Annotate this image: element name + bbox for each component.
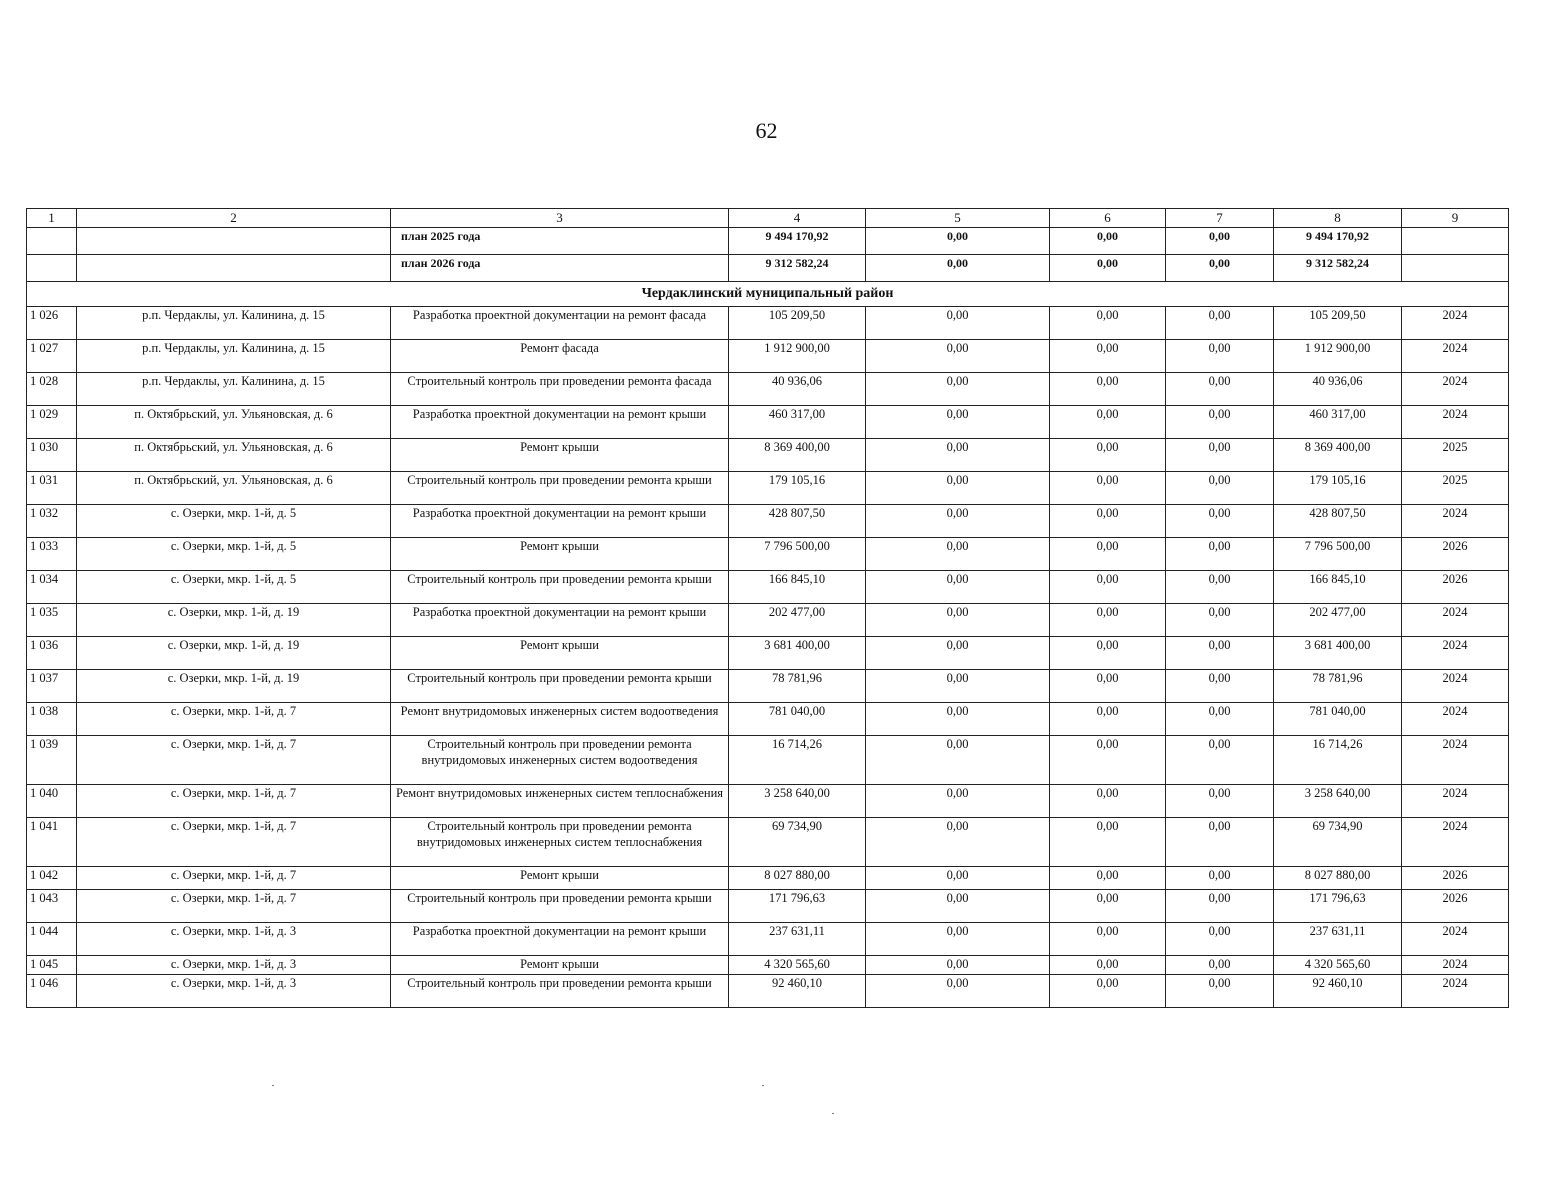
- row-amount-c8: 1 912 900,00: [1274, 340, 1402, 373]
- row-amount-c7: 0,00: [1166, 956, 1274, 975]
- column-number: 1: [27, 209, 77, 228]
- row-amount-c4: 8 027 880,00: [729, 867, 866, 890]
- row-year: 2024: [1402, 818, 1509, 867]
- row-year: 2024: [1402, 670, 1509, 703]
- row-amount-c6: 0,00: [1050, 505, 1166, 538]
- row-amount-c6: 0,00: [1050, 670, 1166, 703]
- row-amount-c8: 3 258 640,00: [1274, 785, 1402, 818]
- row-amount-c8: 179 105,16: [1274, 472, 1402, 505]
- row-work-type: Строительный контроль при проведении ремонта внутридомовых инженерных систем теплоснабжения: [391, 818, 729, 867]
- row-amount-c8: 7 796 500,00: [1274, 538, 1402, 571]
- row-amount-c4: 166 845,10: [729, 571, 866, 604]
- plan-amount-c4: 9 312 582,24: [729, 255, 866, 282]
- row-work-type: Разработка проектной документации на ремонт крыши: [391, 406, 729, 439]
- row-amount-c5: 0,00: [866, 890, 1050, 923]
- row-year: 2024: [1402, 975, 1509, 1008]
- scan-speck: [832, 1113, 834, 1114]
- table-row: [27, 340, 1509, 373]
- row-work-type: Ремонт внутридомовых инженерных систем водоотведения: [391, 703, 729, 736]
- row-work-type: Ремонт крыши: [391, 538, 729, 571]
- row-work-type: Ремонт крыши: [391, 637, 729, 670]
- row-amount-c6: 0,00: [1050, 975, 1166, 1008]
- row-amount-c8: 78 781,96: [1274, 670, 1402, 703]
- plan-amount-c8: 9 494 170,92: [1274, 228, 1402, 255]
- row-amount-c4: 202 477,00: [729, 604, 866, 637]
- table-row: [27, 571, 1509, 604]
- row-address: с. Озерки, мкр. 1-й, д. 7: [77, 703, 391, 736]
- row-amount-c7: 0,00: [1166, 637, 1274, 670]
- row-number: 1 031: [27, 472, 77, 505]
- row-amount-c8: 40 936,06: [1274, 373, 1402, 406]
- row-address: с. Озерки, мкр. 1-й, д. 3: [77, 975, 391, 1008]
- row-number: 1 045: [27, 956, 77, 975]
- row-address: с. Озерки, мкр. 1-й, д. 5: [77, 505, 391, 538]
- column-number: 8: [1274, 209, 1402, 228]
- row-amount-c4: 3 258 640,00: [729, 785, 866, 818]
- row-work-type: Строительный контроль при проведении ремонта крыши: [391, 890, 729, 923]
- row-amount-c6: 0,00: [1050, 538, 1166, 571]
- row-number: 1 042: [27, 867, 77, 890]
- row-amount-c8: 16 714,26: [1274, 736, 1402, 785]
- page-number: 62: [755, 118, 778, 143]
- row-number: 1 041: [27, 818, 77, 867]
- district-title: Чердаклинский муниципальный район: [27, 282, 1509, 307]
- row-number: 1 038: [27, 703, 77, 736]
- row-address: с. Озерки, мкр. 1-й, д. 19: [77, 604, 391, 637]
- row-amount-c6: 0,00: [1050, 307, 1166, 340]
- row-address: с. Озерки, мкр. 1-й, д. 5: [77, 538, 391, 571]
- row-work-type: Разработка проектной документации на ремонт крыши: [391, 505, 729, 538]
- row-amount-c8: 460 317,00: [1274, 406, 1402, 439]
- row-year: 2024: [1402, 307, 1509, 340]
- row-amount-c7: 0,00: [1166, 867, 1274, 890]
- row-amount-c4: 428 807,50: [729, 505, 866, 538]
- row-amount-c6: 0,00: [1050, 373, 1166, 406]
- row-amount-c6: 0,00: [1050, 736, 1166, 785]
- row-address: с. Озерки, мкр. 1-й, д. 7: [77, 736, 391, 785]
- row-address: с. Озерки, мкр. 1-й, д. 7: [77, 785, 391, 818]
- plan-amount-c6: 0,00: [1050, 228, 1166, 255]
- row-work-type: Ремонт крыши: [391, 439, 729, 472]
- row-address: п. Октябрьский, ул. Ульяновская, д. 6: [77, 439, 391, 472]
- row-amount-c6: 0,00: [1050, 571, 1166, 604]
- row-amount-c4: 69 734,90: [729, 818, 866, 867]
- row-year: 2026: [1402, 867, 1509, 890]
- plan-empty-cell: [77, 255, 391, 282]
- column-number: 3: [391, 209, 729, 228]
- row-number: 1 029: [27, 406, 77, 439]
- row-amount-c5: 0,00: [866, 340, 1050, 373]
- row-amount-c7: 0,00: [1166, 505, 1274, 538]
- row-amount-c5: 0,00: [866, 818, 1050, 867]
- row-address: с. Озерки, мкр. 1-й, д. 7: [77, 867, 391, 890]
- plan-year: [1402, 228, 1509, 255]
- row-number: 1 034: [27, 571, 77, 604]
- row-amount-c7: 0,00: [1166, 890, 1274, 923]
- plan-amount-c8: 9 312 582,24: [1274, 255, 1402, 282]
- row-year: 2025: [1402, 472, 1509, 505]
- row-amount-c8: 781 040,00: [1274, 703, 1402, 736]
- row-amount-c4: 7 796 500,00: [729, 538, 866, 571]
- table-row: [27, 637, 1509, 670]
- row-year: 2024: [1402, 505, 1509, 538]
- row-year: 2025: [1402, 439, 1509, 472]
- row-number: 1 028: [27, 373, 77, 406]
- plan-amount-c6: 0,00: [1050, 255, 1166, 282]
- table-row: [27, 406, 1509, 439]
- row-amount-c4: 16 714,26: [729, 736, 866, 785]
- plan-amount-c7: 0,00: [1166, 255, 1274, 282]
- table-row: [27, 890, 1509, 923]
- table-row: [27, 307, 1509, 340]
- row-amount-c7: 0,00: [1166, 439, 1274, 472]
- row-number: 1 037: [27, 670, 77, 703]
- district-row: [27, 282, 1509, 307]
- row-amount-c7: 0,00: [1166, 785, 1274, 818]
- table-row: [27, 975, 1509, 1008]
- plan-amount-c5: 0,00: [866, 228, 1050, 255]
- row-amount-c7: 0,00: [1166, 307, 1274, 340]
- table-body: [27, 209, 1509, 1008]
- plan-row: [27, 255, 1509, 282]
- row-amount-c6: 0,00: [1050, 604, 1166, 637]
- row-amount-c5: 0,00: [866, 406, 1050, 439]
- row-amount-c4: 179 105,16: [729, 472, 866, 505]
- row-year: 2026: [1402, 538, 1509, 571]
- row-amount-c8: 69 734,90: [1274, 818, 1402, 867]
- row-number: 1 030: [27, 439, 77, 472]
- row-number: 1 027: [27, 340, 77, 373]
- row-amount-c4: 40 936,06: [729, 373, 866, 406]
- row-number: 1 032: [27, 505, 77, 538]
- row-amount-c4: 105 209,50: [729, 307, 866, 340]
- row-amount-c4: 92 460,10: [729, 975, 866, 1008]
- row-amount-c5: 0,00: [866, 736, 1050, 785]
- plan-label: план 2026 года: [391, 255, 729, 282]
- plan-empty-cell: [27, 228, 77, 255]
- row-year: 2024: [1402, 637, 1509, 670]
- row-year: 2024: [1402, 736, 1509, 785]
- table-row: [27, 373, 1509, 406]
- row-amount-c6: 0,00: [1050, 439, 1166, 472]
- row-address: п. Октябрьский, ул. Ульяновская, д. 6: [77, 406, 391, 439]
- row-amount-c7: 0,00: [1166, 703, 1274, 736]
- row-amount-c5: 0,00: [866, 538, 1050, 571]
- column-number: 4: [729, 209, 866, 228]
- row-amount-c6: 0,00: [1050, 340, 1166, 373]
- plan-label: план 2025 года: [391, 228, 729, 255]
- column-number: 7: [1166, 209, 1274, 228]
- row-number: 1 044: [27, 923, 77, 956]
- table-row: [27, 604, 1509, 637]
- column-number: 9: [1402, 209, 1509, 228]
- row-amount-c4: 237 631,11: [729, 923, 866, 956]
- row-address: р.п. Чердаклы, ул. Калинина, д. 15: [77, 340, 391, 373]
- row-amount-c7: 0,00: [1166, 373, 1274, 406]
- table-row: [27, 818, 1509, 867]
- row-address: с. Озерки, мкр. 1-й, д. 7: [77, 890, 391, 923]
- row-amount-c4: 8 369 400,00: [729, 439, 866, 472]
- row-work-type: Строительный контроль при проведении ремонта внутридомовых инженерных систем водоотведения: [391, 736, 729, 785]
- row-number: 1 026: [27, 307, 77, 340]
- row-amount-c5: 0,00: [866, 307, 1050, 340]
- row-amount-c6: 0,00: [1050, 785, 1166, 818]
- scan-speck: [762, 1085, 764, 1086]
- row-amount-c6: 0,00: [1050, 637, 1166, 670]
- table-row: [27, 670, 1509, 703]
- table-row: [27, 703, 1509, 736]
- row-amount-c7: 0,00: [1166, 818, 1274, 867]
- row-amount-c7: 0,00: [1166, 472, 1274, 505]
- row-amount-c7: 0,00: [1166, 340, 1274, 373]
- row-number: 1 043: [27, 890, 77, 923]
- row-amount-c6: 0,00: [1050, 406, 1166, 439]
- plan-amount-c4: 9 494 170,92: [729, 228, 866, 255]
- row-amount-c8: 171 796,63: [1274, 890, 1402, 923]
- column-number: 5: [866, 209, 1050, 228]
- row-work-type: Строительный контроль при проведении ремонта крыши: [391, 472, 729, 505]
- row-year: 2026: [1402, 571, 1509, 604]
- row-amount-c6: 0,00: [1050, 472, 1166, 505]
- row-amount-c8: 4 320 565,60: [1274, 956, 1402, 975]
- row-work-type: Разработка проектной документации на ремонт фасада: [391, 307, 729, 340]
- row-year: 2024: [1402, 703, 1509, 736]
- scan-speck: [272, 1085, 274, 1086]
- row-address: с. Озерки, мкр. 1-й, д. 19: [77, 637, 391, 670]
- row-work-type: Строительный контроль при проведении ремонта крыши: [391, 975, 729, 1008]
- row-address: с. Озерки, мкр. 1-й, д. 7: [77, 818, 391, 867]
- plan-row: [27, 228, 1509, 255]
- row-number: 1 033: [27, 538, 77, 571]
- row-address: р.п. Чердаклы, ул. Калинина, д. 15: [77, 307, 391, 340]
- row-amount-c7: 0,00: [1166, 538, 1274, 571]
- table-row: [27, 736, 1509, 785]
- row-amount-c5: 0,00: [866, 956, 1050, 975]
- plan-amount-c5: 0,00: [866, 255, 1050, 282]
- row-year: 2024: [1402, 923, 1509, 956]
- row-address: с. Озерки, мкр. 1-й, д. 3: [77, 956, 391, 975]
- row-address: с. Озерки, мкр. 1-й, д. 19: [77, 670, 391, 703]
- row-amount-c8: 3 681 400,00: [1274, 637, 1402, 670]
- table-row: [27, 923, 1509, 956]
- row-amount-c4: 1 912 900,00: [729, 340, 866, 373]
- row-amount-c5: 0,00: [866, 472, 1050, 505]
- row-work-type: Ремонт крыши: [391, 956, 729, 975]
- row-amount-c8: 202 477,00: [1274, 604, 1402, 637]
- plan-year: [1402, 255, 1509, 282]
- row-amount-c5: 0,00: [866, 703, 1050, 736]
- column-number-row: [27, 209, 1509, 228]
- row-work-type: Ремонт крыши: [391, 867, 729, 890]
- plan-empty-cell: [77, 228, 391, 255]
- row-work-type: Ремонт внутридомовых инженерных систем теплоснабжения: [391, 785, 729, 818]
- row-amount-c6: 0,00: [1050, 867, 1166, 890]
- row-amount-c5: 0,00: [866, 571, 1050, 604]
- row-amount-c8: 8 369 400,00: [1274, 439, 1402, 472]
- row-work-type: Строительный контроль при проведении ремонта крыши: [391, 670, 729, 703]
- table-row: [27, 472, 1509, 505]
- row-address: с. Озерки, мкр. 1-й, д. 5: [77, 571, 391, 604]
- row-work-type: Разработка проектной документации на ремонт крыши: [391, 604, 729, 637]
- row-amount-c4: 4 320 565,60: [729, 956, 866, 975]
- row-amount-c5: 0,00: [866, 373, 1050, 406]
- row-amount-c6: 0,00: [1050, 818, 1166, 867]
- row-amount-c7: 0,00: [1166, 604, 1274, 637]
- column-number: 6: [1050, 209, 1166, 228]
- row-number: 1 039: [27, 736, 77, 785]
- row-amount-c6: 0,00: [1050, 923, 1166, 956]
- row-amount-c6: 0,00: [1050, 956, 1166, 975]
- plan-empty-cell: [27, 255, 77, 282]
- row-amount-c4: 171 796,63: [729, 890, 866, 923]
- row-address: р.п. Чердаклы, ул. Калинина, д. 15: [77, 373, 391, 406]
- row-amount-c5: 0,00: [866, 867, 1050, 890]
- row-work-type: Ремонт фасада: [391, 340, 729, 373]
- row-number: 1 046: [27, 975, 77, 1008]
- row-amount-c5: 0,00: [866, 505, 1050, 538]
- row-amount-c5: 0,00: [866, 785, 1050, 818]
- row-work-type: Строительный контроль при проведении ремонта крыши: [391, 571, 729, 604]
- row-amount-c5: 0,00: [866, 637, 1050, 670]
- row-amount-c7: 0,00: [1166, 923, 1274, 956]
- row-amount-c7: 0,00: [1166, 975, 1274, 1008]
- table-row: [27, 956, 1509, 975]
- row-amount-c4: 781 040,00: [729, 703, 866, 736]
- table-row: [27, 538, 1509, 571]
- row-amount-c7: 0,00: [1166, 571, 1274, 604]
- row-year: 2024: [1402, 406, 1509, 439]
- row-amount-c8: 166 845,10: [1274, 571, 1402, 604]
- row-amount-c5: 0,00: [866, 439, 1050, 472]
- row-amount-c8: 105 209,50: [1274, 307, 1402, 340]
- row-amount-c6: 0,00: [1050, 703, 1166, 736]
- row-amount-c5: 0,00: [866, 975, 1050, 1008]
- row-address: п. Октябрьский, ул. Ульяновская, д. 6: [77, 472, 391, 505]
- row-amount-c5: 0,00: [866, 604, 1050, 637]
- row-amount-c6: 0,00: [1050, 890, 1166, 923]
- row-year: 2024: [1402, 956, 1509, 975]
- table-row: [27, 867, 1509, 890]
- row-amount-c7: 0,00: [1166, 736, 1274, 785]
- row-year: 2024: [1402, 785, 1509, 818]
- row-amount-c5: 0,00: [866, 923, 1050, 956]
- row-number: 1 036: [27, 637, 77, 670]
- table-row: [27, 439, 1509, 472]
- row-work-type: Строительный контроль при проведении ремонта фасада: [391, 373, 729, 406]
- row-year: 2024: [1402, 340, 1509, 373]
- table-row: [27, 785, 1509, 818]
- row-amount-c8: 8 027 880,00: [1274, 867, 1402, 890]
- row-year: 2024: [1402, 373, 1509, 406]
- table-row: [27, 505, 1509, 538]
- row-amount-c4: 460 317,00: [729, 406, 866, 439]
- row-amount-c4: 78 781,96: [729, 670, 866, 703]
- row-year: 2026: [1402, 890, 1509, 923]
- row-amount-c4: 3 681 400,00: [729, 637, 866, 670]
- row-address: с. Озерки, мкр. 1-й, д. 3: [77, 923, 391, 956]
- row-amount-c7: 0,00: [1166, 670, 1274, 703]
- row-number: 1 035: [27, 604, 77, 637]
- row-amount-c8: 237 631,11: [1274, 923, 1402, 956]
- row-amount-c8: 92 460,10: [1274, 975, 1402, 1008]
- program-table: [26, 208, 1509, 1008]
- row-amount-c7: 0,00: [1166, 406, 1274, 439]
- row-work-type: Разработка проектной документации на ремонт крыши: [391, 923, 729, 956]
- plan-amount-c7: 0,00: [1166, 228, 1274, 255]
- row-year: 2024: [1402, 604, 1509, 637]
- column-number: 2: [77, 209, 391, 228]
- row-number: 1 040: [27, 785, 77, 818]
- row-amount-c5: 0,00: [866, 670, 1050, 703]
- row-amount-c8: 428 807,50: [1274, 505, 1402, 538]
